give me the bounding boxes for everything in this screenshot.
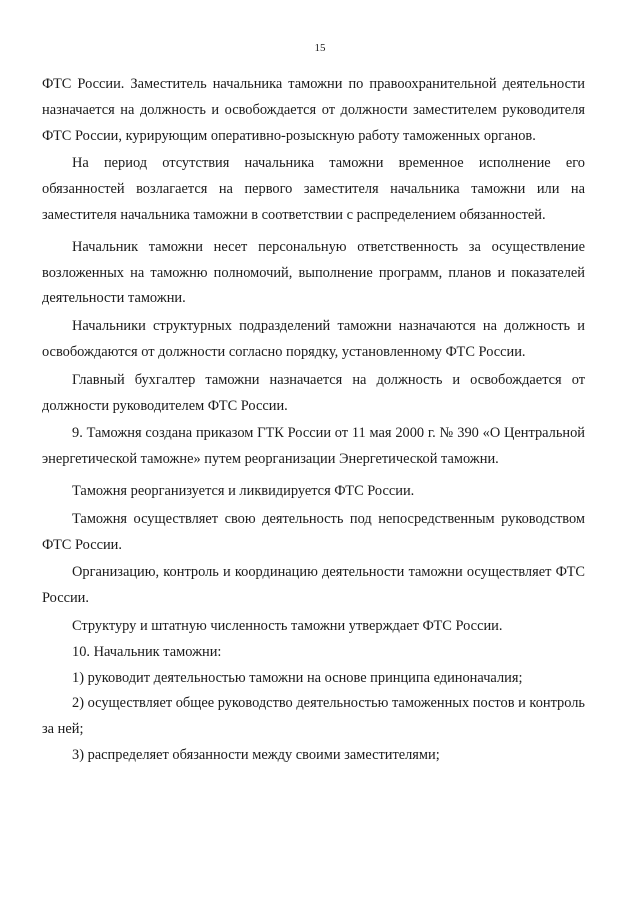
paragraph-structure: Структуру и штатную численность таможни утверждает ФТС России. [72,617,503,634]
list-item-1: 1) руководит деятельностью таможни на основе принципа единоначалия; [72,669,523,686]
paragraph-responsibility: Начальник таможни несет персональную ответственность за осуществление возложенных на таможню полномочий, выполнение программ, планов и показателей деятельности таможни. [42,238,585,307]
paragraph-section-9: 9. Таможня создана приказом ГТК России от 11 мая 2000 г. № 390 «О Центральной энергетической таможне» путем реорганизации Энергетической таможни. [42,425,585,468]
paragraph-division-heads: Начальники структурных подразделений таможни назначаются на должность и освобождаются от должности согласно порядку, установленному ФТС России. [42,318,585,360]
paragraph-chief-accountant: Главный бухгалтер таможни назначается на должность и освобождается от должности руководителем ФТС России. [42,371,585,414]
list-item-2: 2) осуществляет общее руководство деятельностью таможенных постов и контроль за ней; [42,695,585,738]
paragraph-continuation: ФТС России. Заместитель начальника таможни по правоохранительной деятельности назначается на должность и освобождается от должности заместителем руководителя ФТС России, курирующим оперативно-розыскную работу таможенных органов. [42,76,585,144]
document-body [42,72,585,769]
paragraph-reorganization: Таможня реорганизуется и ликвидируется ФТС России. [72,482,415,499]
page-number: 15 [314,42,326,54]
paragraph-coordination: Организацию, контроль и координацию деятельности таможни осуществляет ФТС России. [42,564,585,607]
paragraph-direct-management: Таможня осуществляет свою деятельность под непосредственным руководством ФТС России. [42,510,585,553]
list-item-3: 3) распределяет обязанности между своими заместителями; [72,746,440,763]
paragraph-acting-head: На период отсутствия начальника таможни временное исполнение его обязанностей возлагается на первого заместителя начальника таможни или на заместителя начальника таможни в соответствии с распределением обязанностей. [42,155,585,223]
paragraph-section-10: 10. Начальник таможни: [72,643,222,660]
